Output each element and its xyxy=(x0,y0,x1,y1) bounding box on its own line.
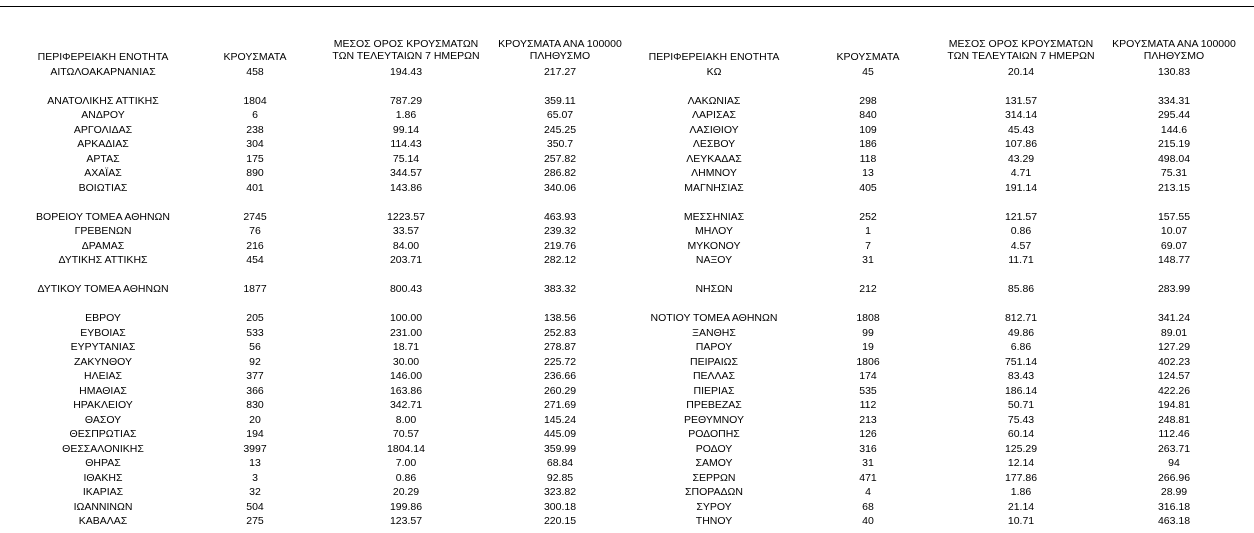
table-row xyxy=(0,427,1254,441)
header-per100k-line1: ΚΡΟΥΣΜΑΤΑ ΑΝΑ 100000 xyxy=(1112,38,1236,50)
table-row xyxy=(0,355,1254,369)
right-per100k-cell: 422.26 xyxy=(1157,385,1191,397)
left-per100k-cell: 286.82 xyxy=(543,167,577,179)
left-region-cell: ΔΡΑΜΑΣ xyxy=(81,240,125,252)
table-row xyxy=(0,485,1254,499)
left-per100k-cell: 350.7 xyxy=(546,138,574,150)
right-per100k-cell: 266.96 xyxy=(1157,472,1191,484)
table-row xyxy=(0,326,1254,340)
right-avg7-cell: 177.86 xyxy=(1004,472,1038,484)
left-cases-cell: 533 xyxy=(246,327,264,339)
right-per100k-cell: 402.23 xyxy=(1157,356,1191,368)
left-region-cell: ΑΙΤΩΛΟΑΚΑΡΝΑΝΙΑΣ xyxy=(50,66,156,78)
right-region-cell: ΠΕΛΛΑΣ xyxy=(692,370,736,382)
header-per100k-left xyxy=(498,38,622,62)
right-region-cell: ΛΑΚΩΝΙΑΣ xyxy=(687,95,741,107)
table-row xyxy=(0,65,1254,79)
left-region-cell: ΗΡΑΚΛΕΙΟΥ xyxy=(73,399,133,411)
left-region-cell: ΔΥΤΙΚΟΥ ΤΟΜΕΑ ΑΘΗΝΩΝ xyxy=(37,283,169,295)
left-per100k-cell: 340.06 xyxy=(543,182,577,194)
left-region-cell: ΓΡΕΒΕΝΩΝ xyxy=(74,225,132,237)
header-avg7-line2: ΤΩΝ ΤΕΛΕΥΤΑΙΩΝ 7 ΗΜΕΡΩΝ xyxy=(332,50,480,62)
right-region-cell: ΝΟΤΙΟΥ ΤΟΜΕΑ ΑΘΗΝΩΝ xyxy=(650,312,778,324)
left-per100k-cell: 252.83 xyxy=(543,327,577,339)
right-per100k-cell: 10.07 xyxy=(1160,225,1188,237)
right-cases-cell: 298 xyxy=(859,95,877,107)
table-row xyxy=(0,340,1254,354)
right-avg7-cell: 11.71 xyxy=(1008,254,1034,266)
table-row xyxy=(0,108,1254,122)
right-region-cell: ΜΥΚΟΝΟΥ xyxy=(687,240,741,252)
left-region-cell: ΒΟΙΩΤΙΑΣ xyxy=(78,182,128,194)
left-cases-cell: 6 xyxy=(252,109,258,121)
right-region-cell: ΠΕΙΡΑΙΩΣ xyxy=(690,356,738,368)
left-per100k-cell: 282.12 xyxy=(543,254,577,266)
left-avg7-cell: 800.43 xyxy=(389,283,423,295)
right-cases-cell: 68 xyxy=(862,501,874,513)
left-region-cell: ΒΟΡΕΙΟΥ ΤΟΜΕΑ ΑΘΗΝΩΝ xyxy=(36,211,170,223)
left-cases-cell: 13 xyxy=(249,457,261,469)
table-row xyxy=(0,224,1254,238)
right-per100k-cell: 148.77 xyxy=(1157,254,1191,266)
left-avg7-cell: 99.14 xyxy=(392,124,420,136)
left-cases-cell: 377 xyxy=(246,370,264,382)
left-cases-cell: 275 xyxy=(246,515,264,527)
table-row xyxy=(0,311,1254,325)
left-region-cell: ΘΕΣΣΑΛΟΝΙΚΗΣ xyxy=(62,443,144,455)
right-region-cell: ΜΑΓΝΗΣΙΑΣ xyxy=(684,182,744,194)
right-avg7-cell: 4.57 xyxy=(1010,240,1032,252)
right-cases-cell: 1 xyxy=(865,225,871,237)
left-cases-cell: 216 xyxy=(246,240,264,252)
table-row xyxy=(0,166,1254,180)
right-region-cell: ΛΗΜΝΟΥ xyxy=(691,167,737,179)
right-cases-cell: 471 xyxy=(859,472,877,484)
right-cases-cell: 118 xyxy=(859,153,877,165)
left-region-cell: ΖΑΚΥΝΘΟΥ xyxy=(73,356,133,368)
left-cases-cell: 2745 xyxy=(243,211,267,223)
right-cases-cell: 1806 xyxy=(856,356,880,368)
left-cases-cell: 92 xyxy=(249,356,261,368)
left-per100k-cell: 225.72 xyxy=(543,356,577,368)
left-avg7-cell: 7.00 xyxy=(395,457,417,469)
header-avg7-line2: ΤΩΝ ΤΕΛΕΥΤΑΙΩΝ 7 ΗΜΕΡΩΝ xyxy=(947,50,1095,62)
left-region-cell: ΑΡΤΑΣ xyxy=(86,153,120,165)
table-row xyxy=(0,239,1254,253)
right-per100k-cell: 463.18 xyxy=(1157,515,1191,527)
right-cases-cell: 40 xyxy=(862,515,874,527)
right-cases-cell: 535 xyxy=(859,385,877,397)
left-per100k-cell: 260.29 xyxy=(543,385,577,397)
right-cases-cell: 31 xyxy=(862,457,874,469)
left-region-cell: ΑΡΓΟΛΙΔΑΣ xyxy=(73,124,133,136)
left-per100k-cell: 92.85 xyxy=(546,472,574,484)
left-per100k-cell: 445.09 xyxy=(543,428,577,440)
table-row xyxy=(0,123,1254,137)
left-avg7-cell: 143.86 xyxy=(389,182,423,194)
right-per100k-cell: 28.99 xyxy=(1160,486,1188,498)
right-region-cell: ΡΟΔΟΠΗΣ xyxy=(688,428,740,440)
header-avg7-line1: ΜΕΣΟΣ ΟΡΟΣ ΚΡΟΥΣΜΑΤΩΝ xyxy=(333,38,479,50)
right-per100k-cell: 215.19 xyxy=(1157,138,1191,150)
left-cases-cell: 366 xyxy=(246,385,264,397)
left-region-cell: ΕΥΡΥΤΑΝΙΑΣ xyxy=(70,341,136,353)
right-per100k-cell: 124.57 xyxy=(1157,370,1191,382)
left-per100k-cell: 219.76 xyxy=(543,240,577,252)
table-row xyxy=(0,369,1254,383)
right-region-cell: ΠΡΕΒΕΖΑΣ xyxy=(686,399,742,411)
right-cases-cell: 31 xyxy=(862,254,874,266)
right-per100k-cell: 112.46 xyxy=(1158,428,1190,440)
right-avg7-cell: 0.86 xyxy=(1010,225,1032,237)
right-region-cell: ΜΕΣΣΗΝΙΑΣ xyxy=(683,211,745,223)
header-cases-right: ΚΡΟΥΣΜΑΤΑ xyxy=(836,51,900,63)
left-cases-cell: 76 xyxy=(249,225,261,237)
right-avg7-cell: 43.29 xyxy=(1007,153,1035,165)
left-per100k-cell: 323.82 xyxy=(543,486,577,498)
right-cases-cell: 13 xyxy=(862,167,874,179)
left-cases-cell: 194 xyxy=(246,428,264,440)
right-avg7-cell: 75.43 xyxy=(1007,414,1035,426)
left-avg7-cell: 342.71 xyxy=(389,399,423,411)
right-avg7-cell: 12.14 xyxy=(1007,457,1035,469)
left-avg7-cell: 203.71 xyxy=(389,254,423,266)
right-avg7-cell: 10.71 xyxy=(1007,515,1035,527)
left-avg7-cell: 8.00 xyxy=(395,414,417,426)
right-per100k-cell: 316.18 xyxy=(1157,501,1191,513)
right-cases-cell: 252 xyxy=(859,211,877,223)
left-region-cell: ΙΘΑΚΗΣ xyxy=(83,472,123,484)
header-region-left: ΠΕΡΙΦΕΡΕΙΑΚΗ ΕΝΟΤΗΤΑ xyxy=(37,51,169,63)
right-per100k-cell: 263.71 xyxy=(1157,443,1191,455)
top-rule xyxy=(0,6,1254,7)
header-avg7-left xyxy=(332,38,479,62)
right-cases-cell: 19 xyxy=(862,341,874,353)
right-region-cell: ΣΠΟΡΑΔΩΝ xyxy=(685,486,743,498)
header-per100k-line1: ΚΡΟΥΣΜΑΤΑ ΑΝΑ 100000 xyxy=(498,38,622,50)
right-avg7-cell: 186.14 xyxy=(1004,385,1038,397)
left-region-cell: ΙΩΑΝΝΙΝΩΝ xyxy=(73,501,133,513)
right-per100k-cell: 283.99 xyxy=(1157,283,1191,295)
right-cases-cell: 1808 xyxy=(856,312,880,324)
left-per100k-cell: 383.32 xyxy=(543,283,577,295)
right-cases-cell: 186 xyxy=(859,138,877,150)
table-row xyxy=(0,456,1254,470)
right-avg7-cell: 45.43 xyxy=(1007,124,1035,136)
right-region-cell: ΡΕΘΥΜΝΟΥ xyxy=(683,414,745,426)
left-avg7-cell: 163.86 xyxy=(389,385,423,397)
right-cases-cell: 112 xyxy=(859,399,877,411)
left-per100k-cell: 236.66 xyxy=(543,370,577,382)
left-per100k-cell: 257.82 xyxy=(543,153,577,165)
left-avg7-cell: 30.00 xyxy=(392,356,420,368)
left-region-cell: ΘΗΡΑΣ xyxy=(85,457,121,469)
left-avg7-cell: 146.00 xyxy=(389,370,423,382)
left-region-cell: ΔΥΤΙΚΗΣ ΑΤΤΙΚΗΣ xyxy=(58,254,148,266)
right-per100k-cell: 194.81 xyxy=(1157,399,1191,411)
header-region-right: ΠΕΡΙΦΕΡΕΙΑΚΗ ΕΝΟΤΗΤΑ xyxy=(648,51,780,63)
right-avg7-cell: 85.86 xyxy=(1007,283,1035,295)
left-region-cell: ΘΕΣΠΡΩΤΙΑΣ xyxy=(69,428,137,440)
right-avg7-cell: 49.86 xyxy=(1007,327,1035,339)
left-avg7-cell: 75.14 xyxy=(392,153,420,165)
right-cases-cell: 212 xyxy=(859,283,877,295)
left-region-cell: ΘΑΣΟΥ xyxy=(84,414,122,426)
left-region-cell: ΙΚΑΡΙΑΣ xyxy=(82,486,124,498)
left-region-cell: ΚΑΒΑΛΑΣ xyxy=(78,515,128,527)
left-per100k-cell: 145.24 xyxy=(543,414,577,426)
right-per100k-cell: 75.31 xyxy=(1160,167,1188,179)
right-per100k-cell: 130.83 xyxy=(1157,66,1191,78)
right-region-cell: ΠΙΕΡΙΑΣ xyxy=(693,385,735,397)
right-cases-cell: 126 xyxy=(859,428,877,440)
left-cases-cell: 20 xyxy=(249,414,261,426)
left-per100k-cell: 278.87 xyxy=(543,341,577,353)
left-cases-cell: 238 xyxy=(246,124,264,136)
left-avg7-cell: 33.57 xyxy=(392,225,420,237)
right-region-cell: ΣΕΡΡΩΝ xyxy=(692,472,736,484)
left-region-cell: ΕΥΒΟΙΑΣ xyxy=(80,327,126,339)
right-per100k-cell: 69.07 xyxy=(1160,240,1188,252)
table-row xyxy=(0,384,1254,398)
right-region-cell: ΡΟΔΟΥ xyxy=(695,443,733,455)
table-row xyxy=(0,398,1254,412)
table-row xyxy=(0,137,1254,151)
right-avg7-cell: 121.57 xyxy=(1004,211,1038,223)
right-cases-cell: 405 xyxy=(859,182,877,194)
left-avg7-cell: 84.00 xyxy=(392,240,420,252)
left-avg7-cell: 20.29 xyxy=(392,486,420,498)
right-per100k-cell: 498.04 xyxy=(1157,153,1191,165)
right-cases-cell: 99 xyxy=(862,327,874,339)
left-avg7-cell: 18.71 xyxy=(392,341,420,353)
left-avg7-cell: 1223.57 xyxy=(387,211,425,223)
left-per100k-cell: 220.15 xyxy=(543,515,577,527)
left-cases-cell: 175 xyxy=(246,153,264,165)
right-cases-cell: 840 xyxy=(859,109,877,121)
right-per100k-cell: 144.6 xyxy=(1160,124,1188,136)
right-cases-cell: 213 xyxy=(859,414,877,426)
right-cases-cell: 109 xyxy=(859,124,877,136)
left-region-cell: ΑΧΑΪΑΣ xyxy=(84,167,122,179)
right-avg7-cell: 83.43 xyxy=(1007,370,1035,382)
left-cases-cell: 458 xyxy=(246,66,264,78)
left-avg7-cell: 123.57 xyxy=(389,515,423,527)
left-avg7-cell: 1.86 xyxy=(395,109,417,121)
table-row xyxy=(0,282,1254,296)
left-per100k-cell: 359.99 xyxy=(543,443,577,455)
left-region-cell: ΑΝΔΡΟΥ xyxy=(81,109,125,121)
right-region-cell: ΠΑΡΟΥ xyxy=(695,341,733,353)
left-avg7-cell: 199.86 xyxy=(389,501,423,513)
left-cases-cell: 401 xyxy=(246,182,264,194)
left-cases-cell: 890 xyxy=(246,167,264,179)
left-cases-cell: 1877 xyxy=(243,283,267,295)
header-per100k-right xyxy=(1112,38,1236,62)
left-cases-cell: 205 xyxy=(246,312,264,324)
right-region-cell: ΤΗΝΟΥ xyxy=(695,515,733,527)
right-avg7-cell: 812.71 xyxy=(1004,312,1038,324)
right-region-cell: ΣΥΡΟΥ xyxy=(696,501,732,513)
left-avg7-cell: 787.29 xyxy=(389,95,423,107)
right-per100k-cell: 157.55 xyxy=(1157,211,1191,223)
right-per100k-cell: 295.44 xyxy=(1157,109,1191,121)
right-region-cell: ΣΑΜΟΥ xyxy=(695,457,733,469)
left-per100k-cell: 463.93 xyxy=(543,211,577,223)
table-row xyxy=(0,413,1254,427)
left-cases-cell: 830 xyxy=(246,399,264,411)
right-avg7-cell: 314.14 xyxy=(1004,109,1038,121)
header-avg7-right xyxy=(947,38,1094,62)
right-avg7-cell: 6.86 xyxy=(1010,341,1032,353)
table-row xyxy=(0,94,1254,108)
table-row xyxy=(0,253,1254,267)
right-region-cell: ΚΩ xyxy=(706,66,722,78)
header-per100k-line2: ΠΛΗΘΥΣΜΟ xyxy=(529,50,591,62)
left-per100k-cell: 217.27 xyxy=(543,66,577,78)
table-row xyxy=(0,181,1254,195)
left-per100k-cell: 68.84 xyxy=(546,457,574,469)
right-per100k-cell: 127.29 xyxy=(1157,341,1191,353)
table-row xyxy=(0,471,1254,485)
right-avg7-cell: 751.14 xyxy=(1004,356,1038,368)
left-avg7-cell: 344.57 xyxy=(389,167,423,179)
right-avg7-cell: 1.86 xyxy=(1010,486,1032,498)
left-per100k-cell: 300.18 xyxy=(543,501,577,513)
left-region-cell: ΑΝΑΤΟΛΙΚΗΣ ΑΤΤΙΚΗΣ xyxy=(47,95,159,107)
right-avg7-cell: 21.14 xyxy=(1007,501,1035,513)
left-per100k-cell: 359.11 xyxy=(544,95,576,107)
right-region-cell: ΝΑΞΟΥ xyxy=(695,254,733,266)
left-region-cell: ΗΛΕΙΑΣ xyxy=(83,370,123,382)
right-avg7-cell: 107.86 xyxy=(1004,138,1038,150)
right-per100k-cell: 213.15 xyxy=(1157,182,1191,194)
header-cases-left: ΚΡΟΥΣΜΑΤΑ xyxy=(223,51,287,63)
left-avg7-cell: 100.00 xyxy=(389,312,423,324)
left-per100k-cell: 271.69 xyxy=(543,399,577,411)
right-cases-cell: 4 xyxy=(865,486,871,498)
left-avg7-cell: 70.57 xyxy=(392,428,420,440)
left-per100k-cell: 239.32 xyxy=(543,225,577,237)
left-region-cell: ΕΒΡΟΥ xyxy=(85,312,121,324)
right-per100k-cell: 248.81 xyxy=(1157,414,1191,426)
right-per100k-cell: 94 xyxy=(1168,457,1180,469)
right-avg7-cell: 20.14 xyxy=(1007,66,1035,78)
left-avg7-cell: 194.43 xyxy=(389,66,423,78)
left-region-cell: ΗΜΑΘΙΑΣ xyxy=(79,385,127,397)
left-cases-cell: 454 xyxy=(246,254,264,266)
header-avg7-line1: ΜΕΣΟΣ ΟΡΟΣ ΚΡΟΥΣΜΑΤΩΝ xyxy=(948,38,1094,50)
right-per100k-cell: 334.31 xyxy=(1157,95,1191,107)
table-row xyxy=(0,500,1254,514)
right-per100k-cell: 89.01 xyxy=(1160,327,1188,339)
table-row xyxy=(0,514,1254,528)
right-cases-cell: 316 xyxy=(859,443,877,455)
right-region-cell: ΛΕΣΒΟΥ xyxy=(692,138,736,150)
right-avg7-cell: 60.14 xyxy=(1007,428,1035,440)
right-region-cell: ΜΗΛΟΥ xyxy=(695,225,733,237)
left-per100k-cell: 65.07 xyxy=(546,109,574,121)
right-region-cell: ΞΑΝΘΗΣ xyxy=(692,327,736,339)
right-avg7-cell: 125.29 xyxy=(1004,443,1038,455)
header-per100k-line2: ΠΛΗΘΥΣΜΟ xyxy=(1143,50,1205,62)
right-region-cell: ΛΑΣΙΘΙΟΥ xyxy=(689,124,739,136)
left-avg7-cell: 0.86 xyxy=(395,472,417,484)
right-cases-cell: 45 xyxy=(862,66,874,78)
right-region-cell: ΛΑΡΙΣΑΣ xyxy=(692,109,736,121)
table-row xyxy=(0,210,1254,224)
right-avg7-cell: 191.14 xyxy=(1004,182,1038,194)
left-per100k-cell: 138.56 xyxy=(543,312,577,324)
table-row xyxy=(0,152,1254,166)
right-per100k-cell: 341.24 xyxy=(1157,312,1191,324)
left-per100k-cell: 245.25 xyxy=(543,124,577,136)
left-cases-cell: 56 xyxy=(249,341,261,353)
left-cases-cell: 32 xyxy=(249,486,261,498)
right-avg7-cell: 131.57 xyxy=(1004,95,1038,107)
left-cases-cell: 304 xyxy=(246,138,264,150)
table-row xyxy=(0,442,1254,456)
right-avg7-cell: 50.71 xyxy=(1007,399,1035,411)
left-cases-cell: 3 xyxy=(252,472,258,484)
right-cases-cell: 7 xyxy=(865,240,871,252)
left-avg7-cell: 1804.14 xyxy=(387,443,425,455)
left-cases-cell: 1804 xyxy=(243,95,267,107)
right-avg7-cell: 4.71 xyxy=(1010,167,1032,179)
left-avg7-cell: 231.00 xyxy=(389,327,423,339)
right-region-cell: ΝΗΣΩΝ xyxy=(695,283,733,295)
left-avg7-cell: 114.43 xyxy=(390,138,422,150)
left-region-cell: ΑΡΚΑΔΙΑΣ xyxy=(77,138,129,150)
right-cases-cell: 174 xyxy=(859,370,877,382)
left-cases-cell: 3997 xyxy=(243,443,267,455)
left-cases-cell: 504 xyxy=(246,501,264,513)
right-region-cell: ΛΕΥΚΑΔΑΣ xyxy=(686,153,742,165)
